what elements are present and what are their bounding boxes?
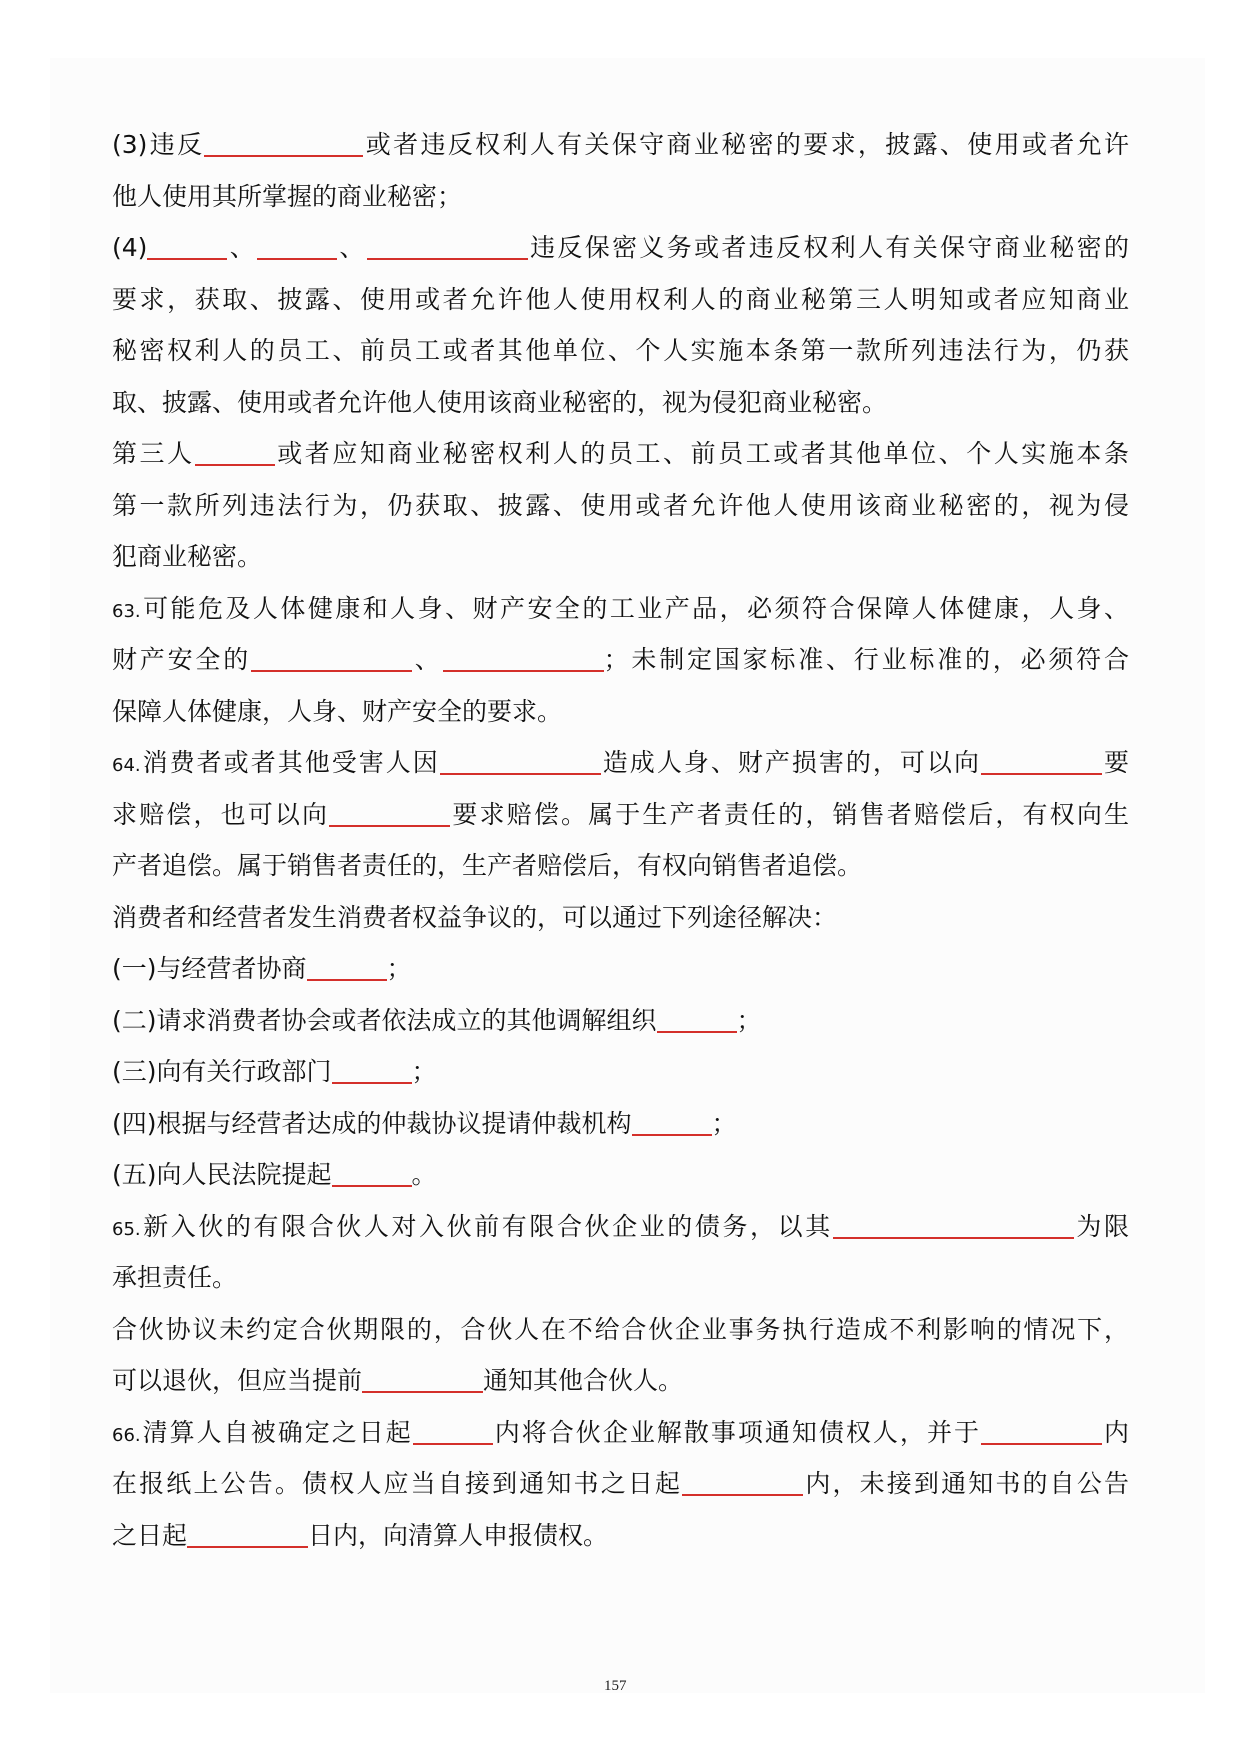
text-line [112,898,1129,938]
text-line [112,383,1129,423]
text-line [112,1310,1129,1350]
text: (五)向人民法院提起 [112,1160,332,1189]
fill-blank[interactable] [682,1464,803,1496]
text-line [112,1258,1129,1298]
fill-blank[interactable] [329,795,450,827]
text: 、 [412,645,443,674]
list-item [112,1052,1129,1092]
text: ；未制定国家标准、行业标准的，必须符合 [603,645,1129,674]
text: 可能危及人体健康和人身、财产安全的工业产品，必须符合保障人体健康，人身、 [140,594,1129,623]
text: 第三人 [112,439,195,468]
fill-blank[interactable] [195,434,275,466]
fill-blank[interactable] [307,949,387,981]
text-line [112,692,1129,732]
text: (一)与经营者协商 [112,954,307,983]
text: 承担责任。 [112,1263,238,1292]
text: (3)违反 [112,130,205,159]
text: 消费者和经营者发生消费者权益争议的，可以通过下列途径解决： [112,903,838,932]
text: 要求，获取、披露、使用或者允许他人使用权利人的商业秘第三人明知或者应知商业 [112,285,1129,314]
fill-blank[interactable] [413,1413,493,1445]
question-63 [112,589,1129,629]
text: ； [711,1109,737,1138]
text: 违反保密义务或者违反权利人有关保守商业秘密的 [527,233,1129,262]
fill-blank[interactable] [204,125,363,157]
text: 在报纸上公告。债权人应当自接到通知书之日起 [112,1469,683,1498]
text-line [112,795,1129,835]
question-number: 64. [112,755,141,776]
text: ； [411,1057,437,1086]
fill-blank[interactable] [257,228,337,260]
text: 合伙协议未约定合伙期限的，合伙人在不给合伙企业事务执行造成不利影响的情况下， [112,1315,1129,1344]
text: 他人使用其所掌握的商业秘密； [112,182,463,211]
text: (三)向有关行政部门 [112,1057,332,1086]
text: 或者应知商业秘密权利人的员工、前员工或者其他单位、个人实施本条 [274,439,1129,468]
fill-blank[interactable] [657,1001,737,1033]
question-number: 65. [112,1219,141,1240]
text-line [112,846,1129,886]
text: 内 [1101,1418,1129,1447]
fill-blank[interactable] [332,1052,412,1084]
text: 要 [1101,748,1129,777]
question-number: 66. [112,1425,141,1446]
text: 犯商业秘密。 [112,542,263,571]
text-line [112,1464,1129,1504]
question-64 [112,743,1129,783]
fill-blank[interactable] [251,640,412,672]
text-line [112,177,1129,217]
text: 保障人体健康，人身、财产安全的要求。 [112,697,563,726]
text-line [112,331,1129,371]
question-65 [112,1207,1129,1247]
text: 、 [227,233,258,262]
text: 为限 [1073,1212,1129,1241]
fill-blank[interactable] [147,228,227,260]
list-item [112,1155,1129,1195]
fill-blank[interactable] [440,743,601,775]
text: 可以退伙，但应当提前 [112,1366,363,1395]
text: 之日起 [112,1521,188,1550]
text: 第一款所列违法行为，仍获取、披露、使用或者允许他人使用该商业秘密的，视为侵 [112,491,1129,520]
text-line [112,125,1129,165]
fill-blank[interactable] [367,228,528,260]
text: 取、披露、使用或者允许他人使用该商业秘密的，视为侵犯商业秘密。 [112,388,888,417]
text: 消费者或者其他受害人因 [140,748,440,777]
text: 造成人身、财产损害的，可以向 [600,748,981,777]
text-line [112,1516,1129,1556]
question-66 [112,1413,1129,1453]
text: 求赔偿，也可以向 [112,800,330,829]
text: 清算人自被确定之日起 [140,1418,413,1447]
text-line [112,434,1129,474]
text: 内将合伙企业解散事项通知债权人，并于 [492,1418,981,1447]
fill-blank[interactable] [632,1104,712,1136]
text: 日内，向清算人申报债权。 [308,1521,609,1550]
text-line [112,1361,1129,1401]
text: 财产安全的 [112,645,251,674]
text: 内，未接到通知书的自公告 [803,1469,1129,1498]
question-number: 63. [112,601,141,622]
text: 。 [411,1160,437,1189]
fill-blank[interactable] [443,640,604,672]
fill-blank[interactable] [187,1516,308,1548]
text: (四)根据与经营者达成的仲裁协议提请仲裁机构 [112,1109,632,1138]
text: (4) [112,233,148,262]
list-item [112,949,1129,989]
list-item [112,1001,1129,1041]
fill-blank[interactable] [332,1155,412,1187]
text: 新入伙的有限合伙人对入伙前有限合伙企业的债务，以其 [140,1212,833,1241]
fill-blank[interactable] [362,1361,483,1393]
text: (二)请求消费者协会或者依法成立的其他调解组织 [112,1006,657,1035]
fill-blank[interactable] [833,1207,1074,1239]
fill-blank[interactable] [981,743,1102,775]
text-line [112,228,1129,268]
text-line [112,640,1129,680]
text-line [112,280,1129,320]
text: ； [736,1006,762,1035]
fill-blank[interactable] [981,1413,1102,1445]
text: 或者违反权利人有关保守商业秘密的要求，披露、使用或者允许 [363,130,1129,159]
text-line [112,537,1129,577]
text: 、 [337,233,367,262]
text: 通知其他合伙人。 [483,1366,684,1395]
text: ； [386,954,412,983]
text: 秘密权利人的员工、前员工或者其他单位、个人实施本条第一款所列违法行为，仍获 [112,336,1129,365]
text: 要求赔偿。属于生产者责任的，销售者赔偿后，有权向生 [450,800,1129,829]
page-number: 157 [604,1678,627,1694]
text-line [112,486,1129,526]
list-item [112,1104,1129,1144]
text: 产者追偿。属于销售者责任的，生产者赔偿后，有权向销售者追偿。 [112,851,863,880]
